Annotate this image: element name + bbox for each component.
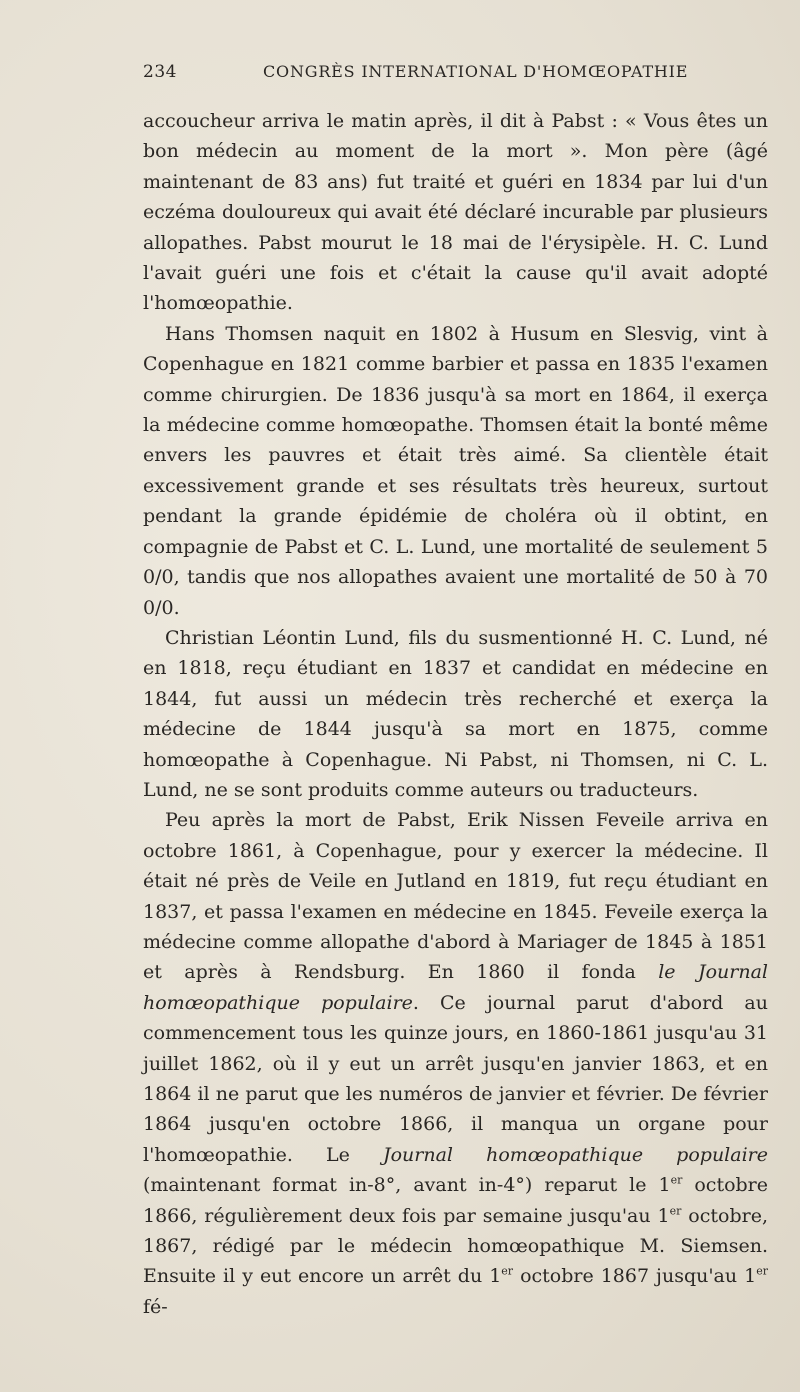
paragraph-4-part-4: octobre 1866, régulièrement deux fois par semaine jusqu'au 1 <box>143 1174 769 1227</box>
paragraph-4 <box>143 805 768 1322</box>
body-text <box>143 106 768 1322</box>
ordinal-sup-4: er <box>756 1265 768 1279</box>
paragraph-4-part-1: Peu après la mort de Pabst, Erik Nissen Feveile arriva en octobre 1861, à Copenhague, pour y exercer la médecine. Il était né près de Veile en Jutland en 1819, fut reçu étudiant en 1837, et passa l'examen en médecine en 1845. Feveile exerça la médecine comme allopathe d'abord à Mariager de 1845 à 1851 et après à Rendsburg. En 1860 il fonda <box>143 809 768 984</box>
paragraph-4-part-2: . Ce journal parut d'abord au commencement tous les quinze jours, en 1860-1861 jusqu'au 31 juillet 1862, où il y eut un arrêt jusqu'en janvier 1863, et en 1864 il ne parut que les numéros de janvier et février. De février 1864 jusqu'en octobre 1866, il manqua un organe pour l'homœopathie. Le <box>143 991 768 1166</box>
running-title: CONGRÈS INTERNATIONAL D'HOMŒOPATHIE <box>263 62 689 81</box>
running-header <box>143 62 768 96</box>
ordinal-sup-3: er <box>501 1265 514 1279</box>
page-number: 234 <box>143 62 177 82</box>
paragraph-4-part-3: (maintenant format in-8°, avant in-4°) reparut le 1 <box>143 1174 671 1197</box>
paragraph-1: accoucheur arriva le matin après, il dit à Pabst : « Vous êtes un bon médecin au moment de la mort ». Mon père (âgé maintenant de 83 ans) fut traité et guéri en 1834 par lui d'un eczéma douloureux qui avait été déclaré incurable par plusieurs allopathes. Pabst mourut le 18 mai de l'érysipèle. H. C. Lund l'avait guéri une fois et c'était la cause qu'il avait adopté l'homœopathie. <box>143 110 768 315</box>
paragraph-4-part-5: octobre, 1867, rédigé par le médecin homœopathique M. Siemsen. Ensuite il y eut encore un arrêt du 1 <box>143 1204 768 1288</box>
ordinal-sup-2: er <box>669 1204 682 1218</box>
journal-title-1: le Journal homœopathique populaire <box>143 961 768 1014</box>
paragraph-2: Hans Thomsen naquit en 1802 à Husum en Slesvig, vint à Copenhague en 1821 comme barbier et passa en 1835 l'examen comme chirurgien. De 1836 jusqu'à sa mort en 1864, il exerça la médecine comme homœopathe. Thomsen était la bonté même envers les pauvres et était très aimé. Sa clientèle était excessivement grande et ses résultats très heureux, surtout pendant la grande épidémie de choléra où il obtint, en compagnie de Pabst et C. L. Lund, une mortalité de seulement 5 0/0, tandis que nos allopathes avaient une mortalité de 50 à 70 0/0. <box>143 322 768 619</box>
paragraph-3: Christian Léontin Lund, fils du susmentionné H. C. Lund, né en 1818, reçu étudiant en 1837 et candidat en médecine en 1844, fut aussi un médecin très recherché et exerça la médecine de 1844 jusqu'à sa mort en 1875, comme homœopathe à Copenhague. Ni Pabst, ni Thomsen, ni C. L. Lund, ne se sont produits comme auteurs ou traducteurs. <box>143 626 768 801</box>
paragraph-4-part-7: fé- <box>143 1295 168 1318</box>
book-page <box>143 62 768 1322</box>
ordinal-sup-1: er <box>670 1173 683 1187</box>
journal-title-2: Journal homœopathique populaire <box>382 1143 768 1166</box>
paragraph-4-part-6: octobre 1867 jusqu'au 1 <box>513 1265 757 1288</box>
